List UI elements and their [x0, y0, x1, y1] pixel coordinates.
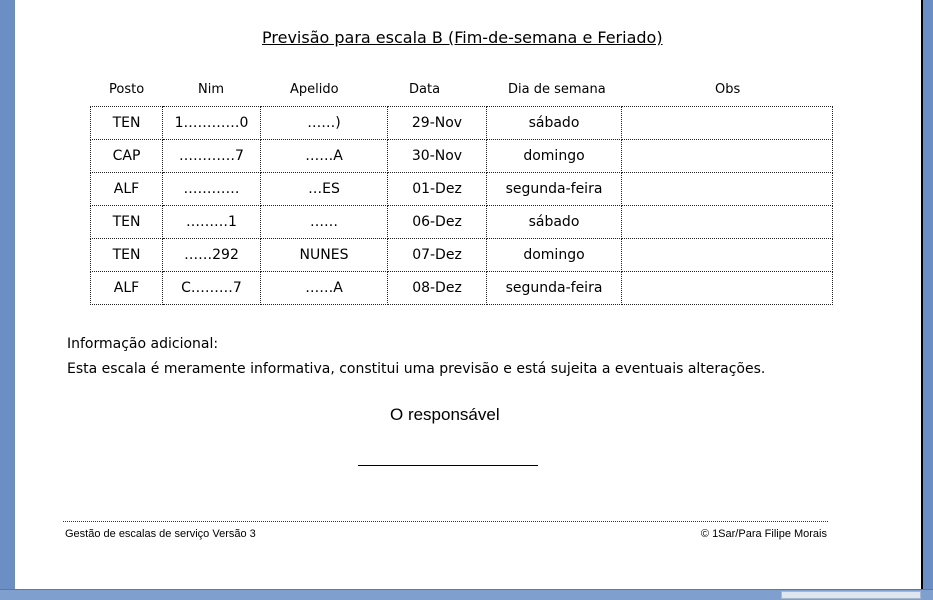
- window-left-frame: [0, 0, 15, 590]
- cell-nim: 1…………0: [163, 107, 261, 140]
- column-header-nim: Nim: [198, 82, 224, 97]
- cell-posto: ALF: [91, 272, 163, 305]
- cell-obs: [622, 272, 833, 305]
- cell-apelido: …ES: [261, 173, 388, 206]
- cell-data: 06-Dez: [388, 206, 487, 239]
- cell-posto: ALF: [91, 173, 163, 206]
- cell-nim: ………1: [163, 206, 261, 239]
- cell-data: 30-Nov: [388, 140, 487, 173]
- table-row: [91, 206, 833, 239]
- cell-apelido: ……A: [261, 140, 388, 173]
- cell-apelido: ……: [261, 206, 388, 239]
- cell-data: 01-Dez: [388, 173, 487, 206]
- cell-posto: CAP: [91, 140, 163, 173]
- cell-nim: ……292: [163, 239, 261, 272]
- cell-dia: domingo: [487, 140, 622, 173]
- info-label: Informação adicional:: [67, 336, 219, 352]
- footer-divider: [63, 521, 828, 522]
- column-header-dia-semana: Dia de semana: [508, 82, 606, 97]
- column-header-posto: Posto: [109, 82, 145, 97]
- cell-obs: [622, 140, 833, 173]
- info-text: Esta escala é meramente informativa, constitui uma previsão e está sujeita a eventuais alterações.: [67, 361, 766, 377]
- table-row: [91, 239, 833, 272]
- cell-nim: C………7: [163, 272, 261, 305]
- cell-obs: [622, 173, 833, 206]
- footer-app-version: Gestão de escalas de serviço Versão 3: [65, 528, 256, 540]
- cell-dia: segunda-feira: [487, 173, 622, 206]
- cell-obs: [622, 239, 833, 272]
- signature-line: [358, 465, 538, 466]
- cell-dia: domingo: [487, 239, 622, 272]
- horizontal-scrollbar[interactable]: [781, 591, 921, 599]
- table-row: [91, 173, 833, 206]
- table-row: [91, 107, 833, 140]
- cell-dia: sábado: [487, 107, 622, 140]
- cell-data: 07-Dez: [388, 239, 487, 272]
- cell-nim: …………7: [163, 140, 261, 173]
- window-right-frame: [923, 0, 933, 590]
- cell-dia: segunda-feira: [487, 272, 622, 305]
- cell-obs: [622, 206, 833, 239]
- cell-apelido: ……): [261, 107, 388, 140]
- cell-obs: [622, 107, 833, 140]
- table-row: [91, 272, 833, 305]
- column-header-data: Data: [409, 82, 441, 97]
- page-title: Previsão para escala B (Fim-de-semana e Feriado): [262, 28, 663, 47]
- column-header-obs: Obs: [715, 82, 741, 97]
- cell-posto: TEN: [91, 239, 163, 272]
- table-row: [91, 140, 833, 173]
- cell-posto: TEN: [91, 206, 163, 239]
- cell-nim: …………: [163, 173, 261, 206]
- footer-copyright: © 1Sar/Para Filipe Morais: [700, 528, 827, 540]
- responsible-label: O responsável: [390, 405, 500, 424]
- column-header-apelido: Apelido: [290, 82, 339, 97]
- cell-apelido: NUNES: [261, 239, 388, 272]
- cell-dia: sábado: [487, 206, 622, 239]
- cell-data: 08-Dez: [388, 272, 487, 305]
- schedule-table: [90, 106, 833, 305]
- cell-data: 29-Nov: [388, 107, 487, 140]
- cell-apelido: ……A: [261, 272, 388, 305]
- cell-posto: TEN: [91, 107, 163, 140]
